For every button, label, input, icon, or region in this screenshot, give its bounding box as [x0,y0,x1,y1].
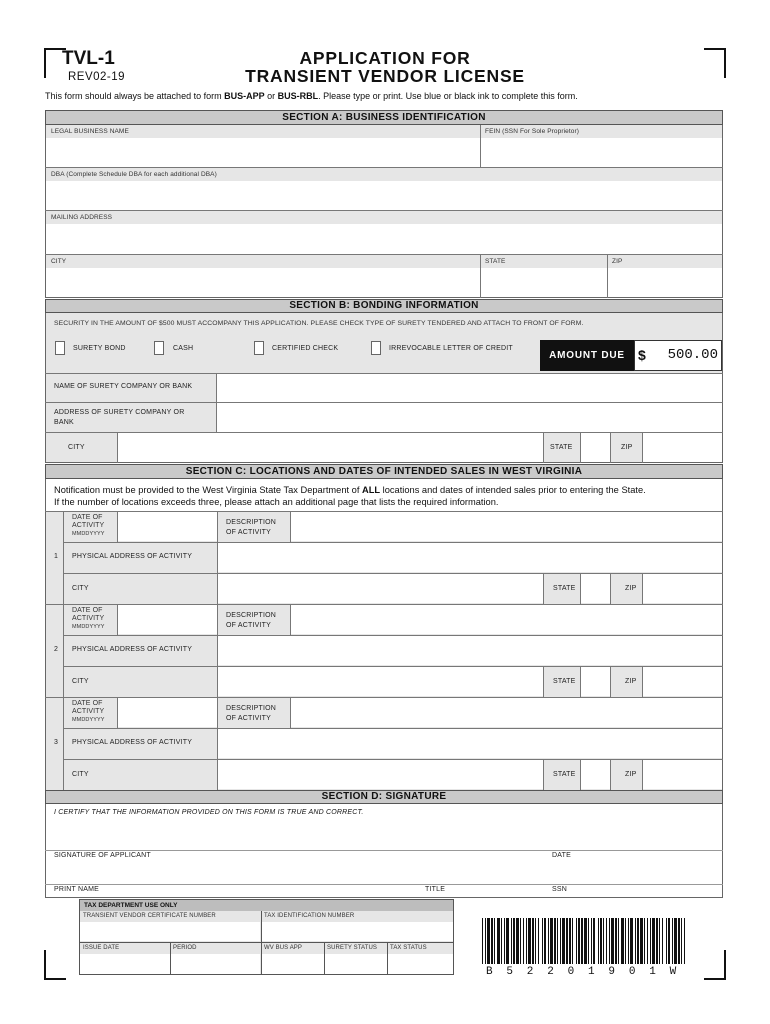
location-state-label: STATE [553,678,576,685]
barcode-bar [621,918,624,964]
barcode-bar [544,918,546,964]
physical-address-input[interactable] [218,543,722,572]
barcode-bar [554,918,556,964]
tax-id-input[interactable] [262,922,453,941]
barcode-bar [550,918,553,964]
section-c-notice-line2: If the number of locations exceeds three, please attach an additional page that lists the required information. [54,497,499,507]
divider [324,942,325,975]
corner-mark-bottom-right [704,950,726,980]
barcode-bar [600,918,602,964]
corner-mark-top-right [704,48,726,78]
section-d-title: SECTION D: SIGNATURE [45,790,723,804]
cash-label: CASH [173,345,194,352]
barcode-bar [666,918,667,964]
description-of-activity-input[interactable] [291,512,722,541]
amount-due-label: AMOUNT DUE [540,340,634,371]
divider [117,511,118,542]
divider [170,942,171,975]
divider [580,433,581,463]
divider [610,759,611,790]
location-zip-label: ZIP [625,678,637,685]
barcode-bar [501,918,502,964]
surety-city-label: CITY [68,444,85,451]
signature-input[interactable] [46,820,722,848]
surety-status-label: SURETY STATUS [327,945,377,951]
barcode-bar [506,918,509,964]
section-a-title: SECTION A: BUSINESS IDENTIFICATION [45,110,723,125]
divider [45,850,723,851]
certification-statement: I CERTIFY THAT THE INFORMATION PROVIDED ON THIS FORM IS TRUE AND CORRECT. [54,809,364,816]
divider [480,125,481,167]
location-zip-label: ZIP [625,585,637,592]
barcode-bar [672,918,673,964]
mailing-address-input[interactable] [46,225,722,254]
barcode-bar [606,918,607,964]
location-number: 3 [54,739,59,746]
tax-status-label: TAX STATUS [390,945,427,951]
surety-state-input[interactable] [580,433,610,462]
description-of-activity-label: DESCRIPTION OF ACTIVITY [226,612,277,629]
location-state-input[interactable] [581,760,610,789]
divider [117,433,118,463]
ssn-label: SSN [552,886,567,893]
surety-bond-label: SURETY BOND [73,345,126,352]
date-of-activity-input[interactable] [118,698,217,727]
description-of-activity-label: DESCRIPTION OF ACTIVITY [226,519,277,536]
barcode-bar [497,918,500,964]
fein-input[interactable] [481,139,722,167]
divider [80,942,453,943]
date-of-activity-label: DATE OF ACTIVITY MMDDYYYY [72,700,105,723]
barcode-bar [593,918,595,964]
amount-due-value: 500.00 [667,347,718,363]
physical-address-input[interactable] [218,636,722,665]
barcode-bar [535,918,536,964]
section-c-title: SECTION C: LOCATIONS AND DATES OF INTENDED SALES IN WEST VIRGINIA [45,464,723,479]
tax-dept-title: TAX DEPARTMENT USE ONLY [80,900,453,911]
divider [117,697,118,728]
amount-due-box [634,340,722,371]
surety-name-label: NAME OF SURETY COMPANY OR BANK [54,383,193,390]
description-of-activity-input[interactable] [291,698,722,727]
barcode-bar [487,918,490,964]
divider [543,433,544,463]
surety-status-input[interactable] [325,954,387,974]
barcode-bar [630,918,633,964]
barcode-bar [538,918,539,964]
divider [610,573,611,604]
certificate-number-input[interactable] [80,922,260,941]
barcode-bar [647,918,648,964]
barcode-bar [566,918,568,964]
section-c-notice: Notification must be provided to the West Virginia State Tax Department of ALL locations and dates of intended sales prior to entering the State. [54,485,646,495]
security-instructions: SECURITY IN THE AMOUNT OF $500 MUST ACCOMPANY THIS APPLICATION. PLEASE CHECK TYPE OF SURETY TENDERED AND ATTACH TO FRONT OF FORM. [54,320,584,327]
physical-address-input[interactable] [218,729,722,758]
wv-bus-app-input[interactable] [262,954,324,974]
barcode-bar [576,918,577,964]
barcode-bar [650,918,651,964]
location-zip-label: ZIP [625,771,637,778]
barcode-bar [482,918,483,964]
barcode-bar [572,918,573,964]
physical-address-label: PHYSICAL ADDRESS OF ACTIVITY [72,553,193,560]
barcode-bar [611,918,614,964]
form-revision: REV02-19 [68,71,126,83]
zip-input[interactable] [608,269,722,297]
barcode-bar [562,918,565,964]
location-state-label: STATE [553,771,576,778]
city-label: CITY [51,258,67,265]
divider [642,433,643,463]
irrevocable-letter-label: IRREVOCABLE LETTER OF CREDIT [389,345,513,352]
barcode-bar [618,918,619,964]
barcode-bar [511,918,512,964]
divider [610,433,611,463]
date-label: DATE [552,852,571,859]
location-city-input[interactable] [218,667,543,696]
legal-business-name-label: LEGAL BUSINESS NAME [51,128,129,135]
dba-input[interactable] [46,182,722,210]
barcode-bar [640,918,643,964]
city-input[interactable] [46,269,480,297]
section-b-title: SECTION B: BONDING INFORMATION [45,299,723,313]
barcode-bar [625,918,626,964]
location-state-input[interactable] [581,574,610,603]
barcode-bar [644,918,645,964]
barcode-bar [532,918,534,964]
location-zip-input[interactable] [643,574,722,603]
divider [63,511,64,604]
form-title-line1: APPLICATION FOR [299,48,471,68]
physical-address-label: PHYSICAL ADDRESS OF ACTIVITY [72,739,193,746]
barcode-bar [603,918,604,964]
barcode-bar [557,918,558,964]
certificate-number-label: TRANSIENT VENDOR CERTIFICATE NUMBER [83,913,216,919]
location-city-input[interactable] [218,574,543,603]
print-name-input[interactable] [46,862,722,882]
form-title-line2: TRANSIENT VENDOR LICENSE [245,66,525,86]
barcode-text: B 5 2 2 0 1 9 0 1 W [486,966,680,978]
barcode-bar [581,918,583,964]
divider [387,942,388,975]
divider [45,884,723,885]
date-of-activity-input[interactable] [118,512,217,541]
barcode-bar [494,918,495,964]
divider [117,604,118,635]
title-label: TITLE [425,886,446,893]
surety-bond-checkbox[interactable] [55,341,65,355]
mailing-address-label: MAILING ADDRESS [51,214,113,221]
tax-status-input[interactable] [388,954,453,974]
barcode-bar [659,918,660,964]
barcode-bar [523,918,524,964]
signature-label: SIGNATURE OF APPLICANT [54,852,151,859]
barcode-bar [678,918,680,964]
date-of-activity-input[interactable] [118,605,217,634]
barcode-bar [598,918,599,964]
tax-id-label: TAX IDENTIFICATION NUMBER [264,913,355,919]
barcode-bar [520,918,521,964]
divider [63,697,64,790]
barcode-bar [569,918,571,964]
corner-mark-bottom-left [44,950,66,980]
surety-address-input[interactable] [217,403,722,432]
barcode-bar [662,918,663,964]
location-zip-input[interactable] [643,760,722,789]
barcode-bar [668,918,670,964]
irrevocable-letter-checkbox[interactable] [371,341,381,355]
barcode-bar [560,918,561,964]
barcode-bar [516,918,519,964]
zip-label: ZIP [612,258,623,265]
description-of-activity-input[interactable] [291,605,722,634]
divider [543,759,544,790]
barcode-bar [615,918,617,964]
wv-bus-app-label: WV BUS APP [264,945,303,951]
certified-check-label: CERTIFIED CHECK [272,345,339,352]
barcode-bar [684,918,685,964]
barcode-bar [609,918,610,964]
barcode-bar [513,918,515,964]
form-instructions: This form should always be attached to form BUS-APP or BUS-RBL. Please type or print. Use blue or black ink to complete this form. [45,91,578,101]
surety-address-label: ADDRESS OF SURETY COMPANY OR BANK [54,409,185,426]
location-city-input[interactable] [218,760,543,789]
dba-label: DBA (Complete Schedule DBA for each additional DBA) [51,171,217,178]
barcode-bar [591,918,592,964]
location-city-label: CITY [72,585,89,592]
barcode-bar [491,918,493,964]
barcode-bar [628,918,629,964]
barcode-bar [578,918,580,964]
legal-business-name-input[interactable] [46,139,480,167]
location-zip-input[interactable] [643,667,722,696]
print-name-label: PRINT NAME [54,886,100,893]
barcode-bar [637,918,639,964]
divider [607,255,608,298]
state-label: STATE [485,258,506,265]
location-state-label: STATE [553,585,576,592]
divider [543,573,544,604]
barcode-bar [504,918,505,964]
barcode-bar [588,918,589,964]
barcode-bar [656,918,658,964]
barcode-bar [635,918,636,964]
description-of-activity-label: DESCRIPTION OF ACTIVITY [226,705,277,722]
certified-check-checkbox[interactable] [254,341,264,355]
currency-symbol: $ [638,347,646,363]
divider [63,604,64,697]
period-label: PERIOD [173,945,197,951]
surety-city-input[interactable] [118,433,543,462]
barcode-bar [485,918,486,964]
cash-checkbox[interactable] [154,341,164,355]
barcode-bar [548,918,549,964]
divider [543,666,544,697]
label-band [46,125,722,138]
issue-date-input[interactable] [80,954,170,974]
barcode-image [480,918,690,964]
location-city-label: CITY [72,771,89,778]
barcode-bar [681,918,682,964]
location-state-input[interactable] [581,667,610,696]
physical-address-label: PHYSICAL ADDRESS OF ACTIVITY [72,646,193,653]
issue-date-label: ISSUE DATE [83,945,120,951]
barcode-bar [528,918,531,964]
form-code: TVL-1 [62,48,115,69]
date-of-activity-label: DATE OF ACTIVITY MMDDYYYY [72,607,105,630]
surety-zip-input[interactable] [643,433,722,462]
surety-zip-label: ZIP [621,444,633,451]
date-of-activity-label: DATE OF ACTIVITY MMDDYYYY [72,514,105,537]
barcode-bar [584,918,587,964]
location-number: 1 [54,553,59,560]
location-number: 2 [54,646,59,653]
location-city-label: CITY [72,678,89,685]
fein-label: FEIN (SSN For Sole Proprietor) [485,128,580,135]
surety-name-input[interactable] [217,374,722,402]
state-input[interactable] [481,269,607,297]
barcode-bar [542,918,543,964]
divider [480,255,481,298]
divider [610,666,611,697]
surety-state-label: STATE [550,444,573,451]
period-input[interactable] [171,954,260,974]
label-band [46,211,722,224]
barcode-bar [674,918,677,964]
barcode-bar [526,918,527,964]
barcode-bar [652,918,655,964]
